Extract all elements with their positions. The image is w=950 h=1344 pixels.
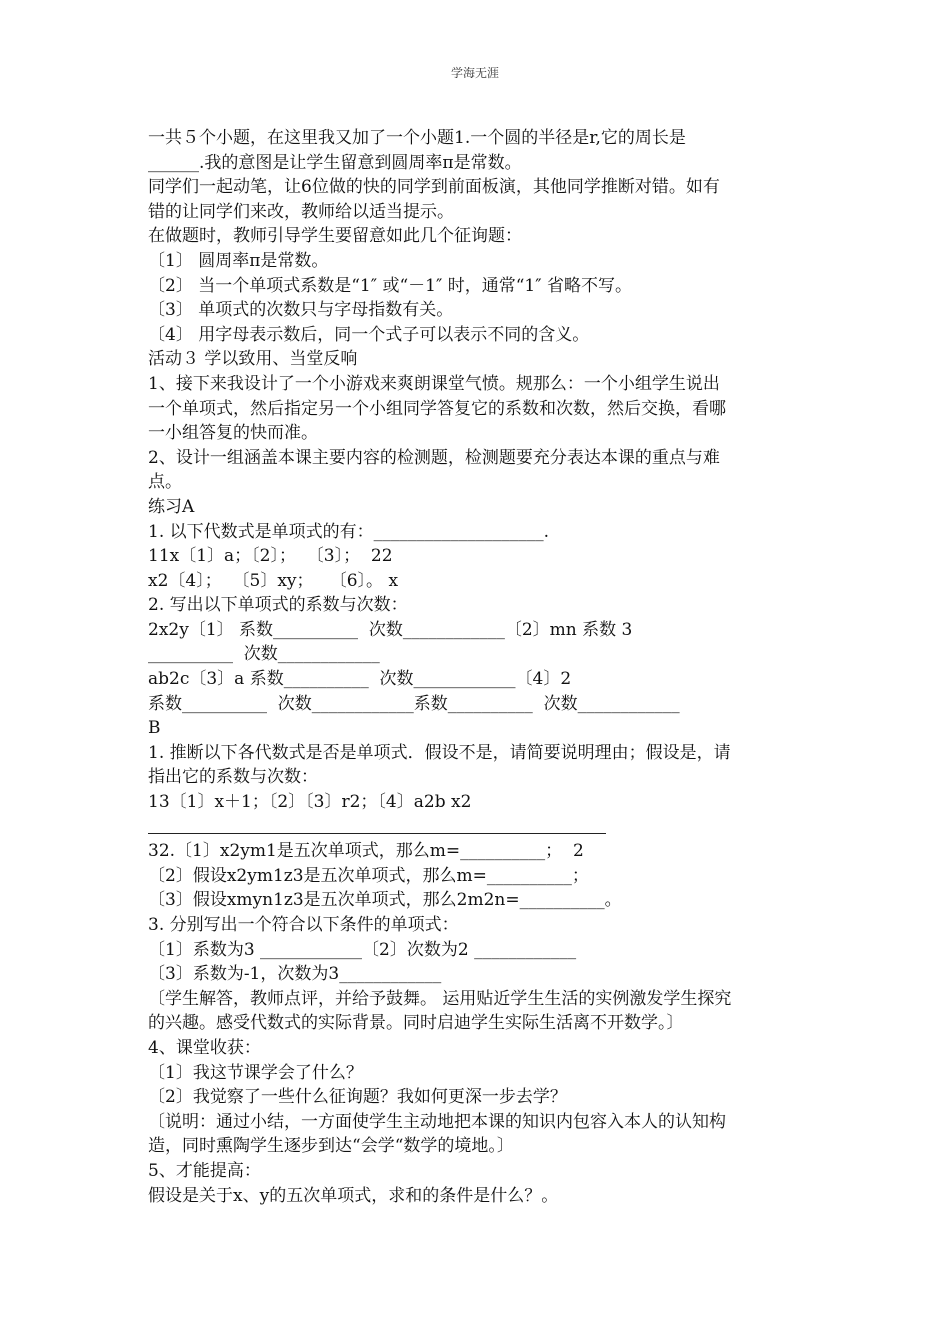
text-line: 〔1〕 圆周率π是常数。 [148, 250, 329, 271]
text-line: 11x〔1〕a；〔2〕； 〔3〕； 22 [148, 546, 393, 567]
text-line: __________ 次数____________ [148, 644, 380, 665]
text-line: 同学们一起动笔，让6位做的快的同学到前面板演，其他同学推断对错。如有 [148, 177, 720, 198]
text-line: 〔2〕 当一个单项式系数是“1″ 或“－1″ 时，通常“1″ 省略不写。 [148, 275, 633, 296]
text-line: 2. 写出以下单项式的系数与次数： [148, 595, 408, 616]
text-line: 3. 分别写出一个符合以下条件的单项式： [148, 915, 459, 935]
text-line: ______.我的意图是让学生留意到圆周率π是常数。 [148, 152, 522, 173]
section-heading: 练习A [148, 496, 195, 517]
text-line: 一个单项式，然后指定另一个小组同学答复它的系数和次数，然后交换，看哪 [148, 398, 726, 419]
text-line: 指出它的系数与次数： [148, 767, 318, 788]
text-line: 〔2〕我觉察了一些什么征询题？我如何更深一步去学？ [148, 1087, 567, 1108]
text-line: ab2c〔3〕a 系数__________ 次数____________〔4〕2 [148, 669, 572, 690]
text-line: 2、设计一组涵盖本课主要内容的检测题，检测题要充分表达本课的重点与难 [148, 447, 720, 468]
section-heading: B [148, 718, 161, 739]
text-line: 造，同时熏陶学生逐步到达“会学“数学的境地。〕 [148, 1136, 514, 1157]
text-line: 〔学生解答，教师点评，并给予鼓舞。 运用贴近学生生活的实例激发学生探究 [148, 988, 732, 1009]
text-line: 2x2y〔1〕 系数__________ 次数____________〔2〕mn 系数 3 [148, 619, 633, 640]
text-line: 〔3〕 单项式的次数只与字母指数有关。 [148, 300, 454, 321]
text-line: 错的让同学们来改，教师给以适当提示。 [148, 201, 454, 222]
text-line: x2〔4〕； 〔5〕xy； 〔6〕。 x [148, 570, 399, 591]
section-heading: 5、才能提高： [148, 1160, 261, 1181]
text-line: 〔说明：通过小结，一方面使学生主动地把本课的知识内包容入本人的认知构 [148, 1111, 726, 1132]
section-heading: 4、课堂收获： [148, 1037, 261, 1058]
text-line: 系数__________ 次数____________系数__________ 次数____________ [148, 693, 680, 714]
text-line: 1. 推断以下各代数式是否是单项式．假设不是，请简要说明理由；假设是，请 [148, 742, 731, 763]
text-line: 假设是关于x、y的五次单项式，求和的条件是什么？。 [148, 1185, 559, 1206]
text-line: 32.〔1〕x2ym1是五次单项式，那么m=__________； 2 [148, 841, 584, 862]
document-body [148, 126, 813, 1208]
text-line: 〔3〕系数为-1，次数为3____________ [148, 964, 442, 985]
section-heading: 活动３ 学以致用、当堂反响 [148, 349, 358, 370]
text-line: 〔2〕假设x2ym1z3是五次单项式，那么m=__________； [148, 865, 589, 886]
text-line: 〔3〕假设xmyn1z3是五次单项式，那么2m2n=__________。 [148, 890, 622, 911]
page-header: 学海无涯 [450, 66, 499, 80]
text-line: 一共５个小题，在这里我又加了一个小题1.一个圆的半径是r,它的周长是 [148, 128, 686, 148]
text-line: 〔1〕系数为3 ____________〔2〕次数为2 ____________ [148, 939, 577, 960]
answer-rule-line [148, 815, 813, 840]
text-line: 在做题时，教师引导学生要留意如此几个征询题： [148, 226, 522, 247]
text-line: 一小组答复的快而准。 [148, 423, 318, 444]
text-line: 〔4〕 用字母表示数后，同一个式子可以表示不同的含义。 [148, 324, 590, 345]
text-line: 的兴趣。感受代数式的实际背景。同时启迪学生实际生活离不开数学。〕 [148, 1013, 684, 1034]
text-line: 1. 以下代数式是单项式的有：____________________. [148, 521, 550, 542]
text-line: 〔1〕我这节课学会了什么？ [148, 1062, 363, 1083]
text-line: 1、接下来我设计了一个小游戏来爽朗课堂气愤。规那么：一个小组学生说出 [148, 373, 720, 394]
text-line: 13〔1〕x＋1；〔2〕〔3〕r2；〔4〕a2b x2 [148, 792, 472, 813]
text-line: 点。 [148, 472, 182, 493]
